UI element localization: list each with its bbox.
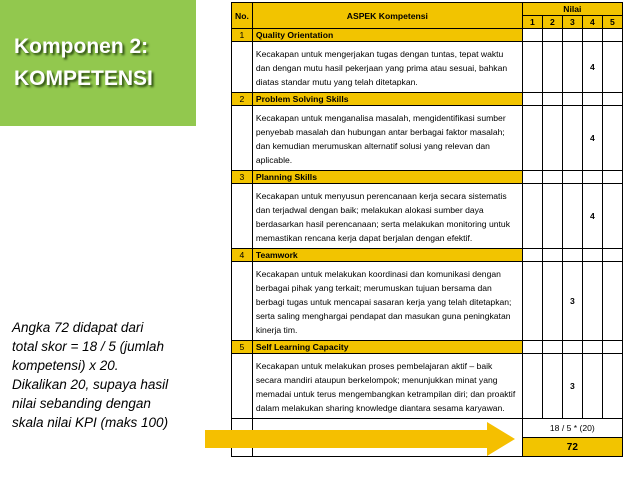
empty-cell: [232, 106, 253, 171]
explanation-note: [12, 318, 212, 432]
empty-cell: [602, 184, 622, 249]
note-line: total skor = 18 / 5 (jumlah: [12, 339, 164, 354]
competency-number: 2: [232, 93, 253, 106]
competency-desc-row: [232, 184, 623, 249]
empty-cell: [522, 249, 542, 262]
competency-header-row: [232, 171, 623, 184]
empty-cell: [542, 93, 562, 106]
competency-desc-row: [232, 354, 623, 419]
empty-cell: [542, 249, 562, 262]
competency-name: Self Learning Capacity: [252, 341, 522, 354]
header-no: No.: [232, 3, 253, 29]
empty-cell: [562, 249, 582, 262]
score-value: 3: [562, 262, 582, 341]
empty-cell: [602, 262, 622, 341]
header-scale-3: 3: [562, 16, 582, 29]
score-formula: 18 / 5 * (20): [522, 419, 622, 438]
note-line: kompetensi) x 20.: [12, 358, 119, 373]
competency-number: 1: [232, 29, 253, 42]
empty-cell: [582, 93, 602, 106]
empty-cell: [582, 341, 602, 354]
empty-cell: [562, 29, 582, 42]
empty-cell: [522, 42, 542, 93]
empty-cell: [602, 171, 622, 184]
empty-cell: [602, 93, 622, 106]
empty-cell: [542, 341, 562, 354]
competency-desc-row: [232, 106, 623, 171]
title-line-1: Komponen 2:: [14, 35, 149, 58]
note-line: Angka 72 didapat dari: [12, 320, 144, 335]
competency-number: 5: [232, 341, 253, 354]
empty-cell: [542, 184, 562, 249]
empty-cell: [522, 29, 542, 42]
empty-cell: [562, 93, 582, 106]
empty-cell: [522, 171, 542, 184]
empty-cell: [562, 184, 582, 249]
arrow-icon: [205, 422, 515, 456]
empty-cell: [522, 354, 542, 419]
empty-cell: [522, 106, 542, 171]
empty-cell: [602, 42, 622, 93]
header-scale-5: 5: [602, 16, 622, 29]
empty-cell: [522, 184, 542, 249]
competency-description: Kecakapan untuk menyusun perencanaan kerja secara sistematis dan terjadwal dengan baik; melakukan alokasi sumber daya berdasarkan hasil perencanaan; serta melakukan monitoring untuk memastikan rencana kerja dapat berjalan dengan efektif.: [252, 184, 522, 249]
empty-cell: [522, 341, 542, 354]
competency-description: Kecakapan untuk melakukan koordinasi dan komunikasi dengan berbagai pihak yang terkait; merumuskan tujuan bersama dan berbagi tugas untuk mencapai sasaran kerja yang telah ditetapkan; serta saling menghargai pendapat dan masukan guna peningkatan kinerja tim.: [252, 262, 522, 341]
note-line: skala nilai KPI (maks 100): [12, 415, 169, 430]
empty-cell: [542, 42, 562, 93]
competency-number: 3: [232, 171, 253, 184]
competency-name: Problem Solving Skills: [252, 93, 522, 106]
title-line-2: KOMPETENSI: [14, 67, 153, 90]
empty-cell: [562, 106, 582, 171]
competency-header-row: [232, 29, 623, 42]
empty-cell: [232, 354, 253, 419]
empty-cell: [602, 29, 622, 42]
header-scale-2: 2: [542, 16, 562, 29]
empty-cell: [562, 171, 582, 184]
competency-number: 4: [232, 249, 253, 262]
competency-name: Planning Skills: [252, 171, 522, 184]
competency-description: Kecakapan untuk menganalisa masalah, mengidentifikasi sumber penyebab masalah dan hubungan antar berbagai faktor masalah; dan kemudian merumuskan alternatif solusi yang relevan dan aplicable.: [252, 106, 522, 171]
empty-cell: [542, 262, 562, 341]
empty-cell: [232, 262, 253, 341]
empty-cell: [542, 29, 562, 42]
competency-name: Teamwork: [252, 249, 522, 262]
empty-cell: [582, 29, 602, 42]
empty-cell: [602, 249, 622, 262]
header-aspek: ASPEK Kompetensi: [252, 3, 522, 29]
empty-cell: [562, 341, 582, 354]
score-value: 4: [582, 184, 602, 249]
competency-name: Quality Orientation: [252, 29, 522, 42]
empty-cell: [542, 354, 562, 419]
header-scale-1: 1: [522, 16, 542, 29]
competency-desc-row: [232, 42, 623, 93]
competency-desc-row: [232, 262, 623, 341]
note-line: nilai sebanding dengan: [12, 396, 151, 411]
score-value: 4: [582, 106, 602, 171]
total-score: 72: [522, 438, 622, 457]
empty-cell: [542, 106, 562, 171]
empty-cell: [232, 184, 253, 249]
empty-cell: [582, 354, 602, 419]
competency-header-row: [232, 341, 623, 354]
title-box: [0, 0, 196, 126]
empty-cell: [522, 262, 542, 341]
empty-cell: [602, 341, 622, 354]
competency-table: [231, 2, 623, 457]
empty-cell: [562, 42, 582, 93]
empty-cell: [232, 42, 253, 93]
note-line: Dikalikan 20, supaya hasil: [12, 377, 169, 392]
score-value: 4: [582, 42, 602, 93]
header-nilai: Nilai: [522, 3, 622, 16]
competency-header-row: [232, 249, 623, 262]
empty-cell: [602, 354, 622, 419]
empty-cell: [542, 171, 562, 184]
empty-cell: [582, 171, 602, 184]
score-value: 3: [562, 354, 582, 419]
competency-header-row: [232, 93, 623, 106]
competency-description: Kecakapan untuk melakukan proses pembelajaran aktif – baik secara mandiri ataupun berkelompok; menunjukkan minat yang memadai untuk terus mengembangkan ketrampilan diri; dan proaktif dalam melakukan sharing knowledge diantara sesama karyawan.: [252, 354, 522, 419]
empty-cell: [582, 262, 602, 341]
empty-cell: [582, 249, 602, 262]
empty-cell: [602, 106, 622, 171]
empty-cell: [522, 93, 542, 106]
competency-description: Kecakapan untuk mengerjakan tugas dengan tuntas, tepat waktu dan dengan mutu hasil pekerjaan yang prima atau sesuai, bahkan diatas standar mutu yang telah ditetapkan.: [252, 42, 522, 93]
header-scale-4: 4: [582, 16, 602, 29]
